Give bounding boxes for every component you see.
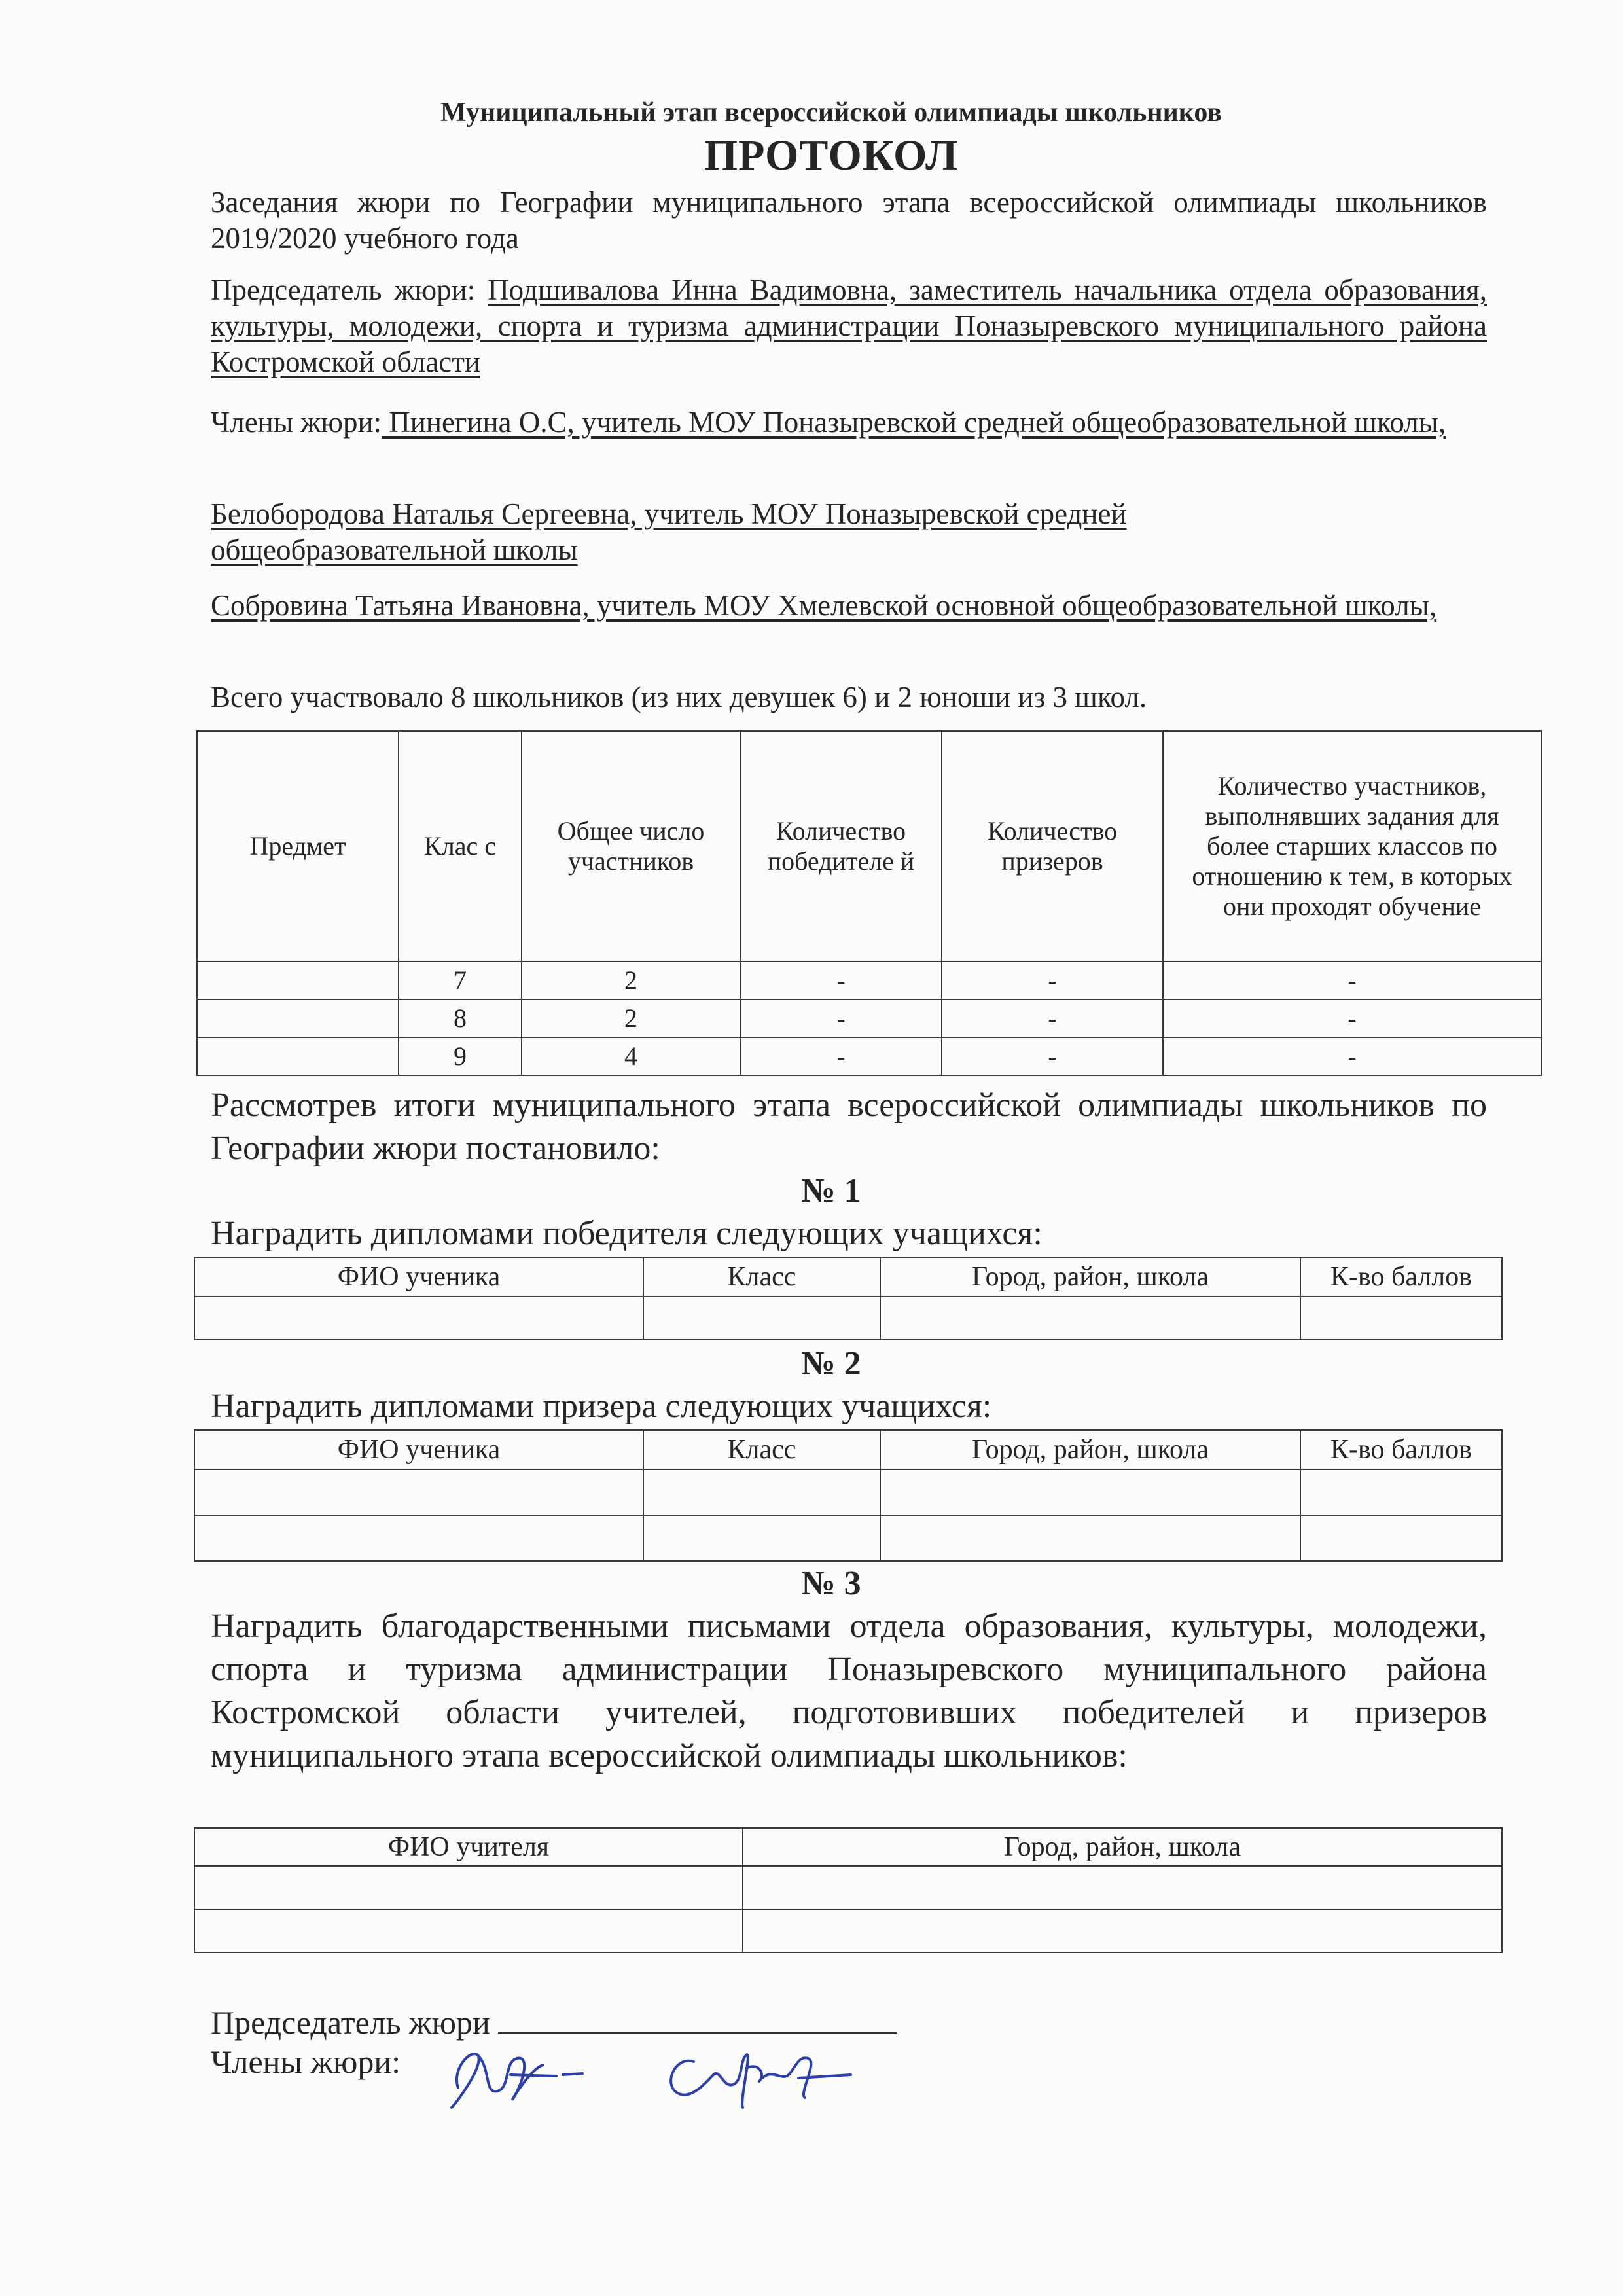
section-3-text: Наградить благодарственными письмами отдела образования, культуры, молодежи, спорта и туризма администрации Поназыревского муниципального района Костромской области учителей, подготовивших победителей и призеров муниципального этапа всероссийской олимпиады школьников: xyxy=(211,1607,1487,1774)
decision-intro: Рассмотрев итоги муниципального этапа всероссийской олимпиады школьников по Географии жюри постановило: xyxy=(211,1086,1487,1167)
section-1-text: Наградить дипломами победителя следующих учащихся: xyxy=(211,1215,1043,1252)
winners-header-class: Класс xyxy=(643,1257,880,1297)
prizewinners-header-row xyxy=(194,1430,1502,1469)
stats-cell: - xyxy=(1163,999,1541,1037)
teachers-header-name: ФИО учителя xyxy=(194,1828,743,1866)
table-row xyxy=(197,999,1541,1037)
section-2-text: Наградить дипломами призера следующих учащихся: xyxy=(211,1388,992,1425)
table-cell xyxy=(194,1469,643,1515)
prizewinners-header-class: Класс xyxy=(643,1430,880,1469)
stats-cell: - xyxy=(942,1037,1163,1075)
stats-cell: 7 xyxy=(399,961,522,999)
table-cell xyxy=(880,1297,1300,1340)
stats-header-winners: Количество победителе й xyxy=(740,731,942,961)
table-cell xyxy=(1300,1297,1502,1340)
stats-cell: - xyxy=(942,999,1163,1037)
chair-paragraph xyxy=(211,272,1487,380)
table-cell xyxy=(194,1297,643,1340)
stats-cell xyxy=(197,961,399,999)
stats-cell: - xyxy=(740,999,942,1037)
member-2-paragraph xyxy=(211,496,1291,568)
prizewinners-header-name: ФИО ученика xyxy=(194,1430,643,1469)
table-cell xyxy=(643,1469,880,1515)
footer-chair-label: Председатель жюри xyxy=(211,2004,490,2041)
prizewinners-header-score: К-во баллов xyxy=(1300,1430,1502,1469)
teachers-table xyxy=(194,1827,1503,1953)
stats-cell: 9 xyxy=(399,1037,522,1075)
stats-cell: - xyxy=(942,961,1163,999)
member-1: Пинегина О.С, учитель МОУ Поназыревской средней общеобразовательной школы, xyxy=(382,406,1446,439)
document-title: ПРОТОКОЛ xyxy=(704,132,959,179)
table-cell xyxy=(1300,1469,1502,1515)
document-header: Муниципальный этап всероссийской олимпиады школьников xyxy=(440,98,1222,128)
prizewinners-table xyxy=(194,1429,1503,1562)
section-2-number: № 2 xyxy=(801,1345,861,1382)
table-cell xyxy=(194,1909,743,1952)
member-3-paragraph xyxy=(211,588,1487,624)
prizewinners-header-school: Город, район, школа xyxy=(880,1430,1300,1469)
table-row xyxy=(197,961,1541,999)
table-cell xyxy=(194,1866,743,1909)
signature-1 xyxy=(452,2054,582,2108)
member-1-paragraph xyxy=(211,404,1487,440)
table-cell xyxy=(743,1909,1502,1952)
table-cell xyxy=(194,1515,643,1561)
table-cell xyxy=(1300,1515,1502,1561)
stats-header-row xyxy=(197,731,1541,961)
winners-table xyxy=(194,1257,1503,1340)
stats-cell: 4 xyxy=(522,1037,740,1075)
stats-table xyxy=(196,730,1542,1076)
stats-header-total: Общее число участников xyxy=(522,731,740,961)
stats-cell xyxy=(197,1037,399,1075)
teachers-header-school: Город, район, школа xyxy=(743,1828,1502,1866)
winners-header-school: Город, район, школа xyxy=(880,1257,1300,1297)
signature-2 xyxy=(671,2054,851,2108)
stats-header-class: Клас с xyxy=(399,731,522,961)
table-row xyxy=(194,1866,1502,1909)
table-cell xyxy=(880,1515,1300,1561)
stats-header-older-classes: Количество участников, выполнявших задания для более старших классов по отношению к тем, в которых они проходят обучение xyxy=(1163,731,1541,961)
stats-cell: 2 xyxy=(522,999,740,1037)
table-cell xyxy=(880,1469,1300,1515)
stats-cell: 8 xyxy=(399,999,522,1037)
table-cell xyxy=(643,1515,880,1561)
stats-cell: - xyxy=(1163,961,1541,999)
teachers-header-row xyxy=(194,1828,1502,1866)
winners-header-row xyxy=(194,1257,1502,1297)
members-signatures xyxy=(432,2029,890,2121)
table-row xyxy=(197,1037,1541,1075)
stats-header-prizewinners: Количество призеров xyxy=(942,731,1163,961)
winners-header-name: ФИО ученика xyxy=(194,1257,643,1297)
stats-cell: - xyxy=(1163,1037,1541,1075)
footer-members-label: Члены жюри: xyxy=(211,2043,401,2080)
participants-summary: Всего участвовало 8 школьников (из них девушек 6) и 2 юноши из 3 школ. xyxy=(211,681,1147,713)
section-3-number: № 3 xyxy=(801,1565,861,1602)
stats-cell xyxy=(197,999,399,1037)
stats-cell: - xyxy=(740,961,942,999)
member-3: Собровина Татьяна Ивановна, учитель МОУ Хмелевской основной общеобразовательной школы, xyxy=(211,589,1437,622)
section-1-number: № 1 xyxy=(801,1172,861,1210)
table-row xyxy=(194,1909,1502,1952)
stats-cell: 2 xyxy=(522,961,740,999)
chair-label: Председатель жюри: xyxy=(211,274,488,306)
table-cell xyxy=(643,1297,880,1340)
table-row xyxy=(194,1515,1502,1561)
table-row xyxy=(194,1469,1502,1515)
intro-paragraph: Заседания жюри по Географии муниципального этапа всероссийской олимпиады школьников 2019/2020 учебного года xyxy=(211,186,1487,255)
table-cell xyxy=(743,1866,1502,1909)
stats-header-subject: Предмет xyxy=(197,731,399,961)
members-label: Члены жюри: xyxy=(211,406,382,439)
member-2: Белобородова Наталья Сергеевна, учитель МОУ Поназыревской средней общеобразовательной школы xyxy=(211,497,1127,566)
table-row xyxy=(194,1297,1502,1340)
winners-header-score: К-во баллов xyxy=(1300,1257,1502,1297)
stats-cell: - xyxy=(740,1037,942,1075)
chair-value: Подшивалова Инна Вадимовна, заместитель начальника отдела образования, культуры, молодежи, спорта и туризма администрации Поназыревского муниципального района Костромской области xyxy=(211,274,1488,378)
